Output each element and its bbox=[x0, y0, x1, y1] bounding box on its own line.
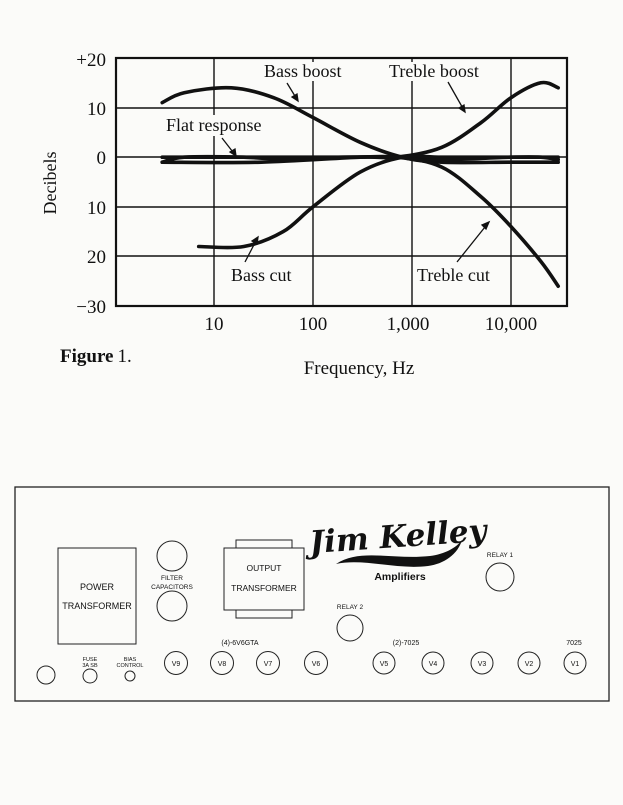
y-tick-label: 20 bbox=[87, 247, 106, 268]
power-transformer-label: TRANSFORMER bbox=[62, 601, 132, 611]
tube-label: V1 bbox=[570, 661, 580, 668]
arrowhead-icon bbox=[482, 222, 489, 229]
x-tick-label: 10,000 bbox=[484, 314, 538, 335]
frequency-response-chart bbox=[40, 50, 567, 379]
filter-capacitors bbox=[151, 541, 193, 621]
power-jack-hole bbox=[37, 666, 55, 684]
tube-sockets bbox=[165, 652, 587, 675]
y-tick-label: −30 bbox=[76, 297, 106, 318]
fuse-label: 3A SB bbox=[82, 663, 98, 669]
filter-capacitors-label: CAPACITORS bbox=[151, 584, 193, 591]
x-tick-labels bbox=[205, 314, 538, 335]
logo-text: Jim Kelley bbox=[308, 512, 488, 562]
label-bass-cut: Bass cut bbox=[231, 265, 292, 285]
tube-label: V3 bbox=[477, 661, 487, 668]
x-axis-label: Frequency, Hz bbox=[303, 358, 415, 379]
tube-label: V4 bbox=[428, 661, 438, 668]
arrowhead-icon bbox=[292, 94, 298, 101]
figure-caption-number: 1. bbox=[117, 346, 132, 367]
y-tick-label: 0 bbox=[96, 148, 106, 169]
y-tick-label: +20 bbox=[76, 50, 106, 71]
label-treble-boost: Treble boost bbox=[389, 61, 479, 81]
logo-subtitle: Amplifiers bbox=[374, 571, 426, 583]
label-treble-cut: Treble cut bbox=[417, 265, 490, 285]
tube-label: V5 bbox=[379, 661, 389, 668]
tube-label: V2 bbox=[524, 661, 534, 668]
group-label-7025-pair: (2)-7025 bbox=[392, 640, 420, 647]
x-tick-label: 100 bbox=[298, 314, 328, 335]
capacitor-hole bbox=[157, 541, 187, 571]
relay2-hole bbox=[337, 615, 363, 641]
tube-label: V9 bbox=[171, 661, 181, 668]
jim-kelley-logo bbox=[303, 513, 489, 583]
bias-control-label: BIAS bbox=[123, 657, 137, 663]
y-axis-label: Decibels bbox=[40, 151, 60, 215]
x-tick-label: 1,000 bbox=[386, 314, 430, 335]
y-tick-label: 10 bbox=[87, 198, 106, 219]
output-transformer-label: TRANSFORMER bbox=[231, 583, 297, 593]
output-transformer-label: OUTPUT bbox=[246, 563, 282, 573]
curve-bass-cut bbox=[199, 156, 559, 248]
output-transformer bbox=[224, 540, 304, 618]
power-transformer bbox=[58, 548, 136, 644]
y-tick-labels bbox=[76, 50, 106, 318]
group-label-6v6: (4)-6V6GTA bbox=[221, 640, 259, 647]
label-bass-boost: Bass boost bbox=[264, 61, 342, 81]
relay1-label: RELAY 1 bbox=[486, 552, 514, 559]
y-tick-label: 10 bbox=[87, 99, 106, 120]
bias-control-label: CONTROL bbox=[116, 663, 144, 669]
tube-label: V6 bbox=[311, 661, 321, 668]
figure-caption bbox=[60, 346, 132, 367]
filter-capacitors-label: FILTER bbox=[161, 575, 183, 582]
relay1-hole bbox=[486, 563, 514, 591]
power-transformer-label: POWER bbox=[79, 582, 115, 592]
fuse-holder bbox=[83, 669, 97, 683]
bias-control-hole bbox=[125, 671, 135, 681]
figure-caption-word: Figure bbox=[60, 346, 114, 367]
fuse-label: FUSE bbox=[82, 657, 98, 663]
power-transformer-box bbox=[58, 548, 136, 644]
arrowhead-icon bbox=[459, 105, 465, 112]
chassis-panel bbox=[15, 487, 609, 701]
output-transformer-outline bbox=[224, 540, 304, 618]
tube-label: V7 bbox=[263, 661, 273, 668]
capacitor-hole bbox=[157, 591, 187, 621]
label-flat-response: Flat response bbox=[166, 115, 262, 135]
relay2-label: RELAY 2 bbox=[336, 604, 364, 611]
x-tick-label: 10 bbox=[204, 314, 224, 335]
tube-label: V8 bbox=[217, 661, 227, 668]
group-label-7025: 7025 bbox=[566, 640, 582, 647]
